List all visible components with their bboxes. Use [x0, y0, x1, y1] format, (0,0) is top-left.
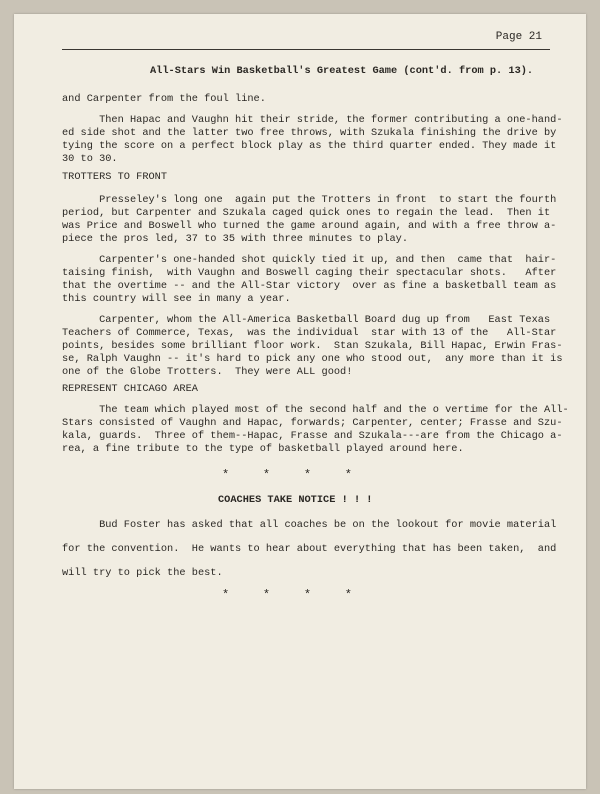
- separator-star: *: [262, 588, 271, 602]
- paragraph-line: piece the pros led, 37 to 35 with three minutes to play.: [62, 233, 409, 245]
- paragraph-line: Carpenter's one-handed shot quickly tied it up, and then came that hair-: [62, 254, 557, 266]
- paragraph-line: rea, a fine tribute to the type of basketball played around here.: [62, 443, 464, 455]
- separator-star: *: [344, 588, 352, 602]
- paragraph-line: this country will see in many a year.: [62, 293, 291, 305]
- paragraph-line: points, besides some brilliant floor work. Stan Szukala, Bill Hapac, Erwin Fras-: [62, 340, 563, 352]
- paragraph-line: The team which played most of the second half and the o vertime for the All-: [62, 404, 569, 416]
- separator-star: *: [303, 468, 312, 482]
- notice-heading: COACHES TAKE NOTICE ! ! !: [218, 494, 373, 506]
- separator-star: *: [222, 468, 230, 482]
- separator-stars: [222, 468, 352, 482]
- section-heading: TROTTERS TO FRONT: [62, 171, 168, 183]
- separator-star: *: [344, 468, 352, 482]
- separator-star: *: [303, 588, 312, 602]
- paragraph-line: one of the Globe Trotters. They were ALL good!: [62, 366, 353, 378]
- paragraph-line: se, Ralph Vaughn -- it's hard to pick any one who stood out, any more than it is: [62, 353, 563, 365]
- paragraph-line: Presseley's long one again put the Trotters in front to start the fourth: [62, 194, 557, 206]
- paragraph-line: kala, guards. Three of them--Hapac, Frasse and Szukala---are from the Chicago a-: [62, 430, 563, 442]
- paragraph-line: 30 to 30.: [62, 153, 118, 165]
- paragraph-line: Teachers of Commerce, Texas, was the individual star with 13 of the All-Star: [62, 327, 557, 339]
- separator-stars: [222, 588, 352, 602]
- notice-line: Bud Foster has asked that all coaches be on the lookout for movie material: [62, 519, 557, 531]
- paragraph-line: ed side shot and the latter two free throws, with Szukala finishing the drive by: [62, 127, 557, 139]
- article-title: All-Stars Win Basketball's Greatest Game (cont'd. from p. 13).: [150, 65, 534, 77]
- notice-line: for the convention. He wants to hear about everything that has been taken, and: [62, 543, 557, 555]
- paragraph-line: Stars consisted of Vaughn and Hapac, forwards; Carpenter, center; Frasse and Szu-: [62, 417, 563, 429]
- separator-star: *: [222, 588, 230, 602]
- header-rule: [62, 49, 550, 50]
- paragraph-line: period, but Carpenter and Szukala caged quick ones to regain the lead. Then it: [62, 207, 551, 219]
- notice-line: will try to pick the best.: [62, 567, 223, 579]
- paragraph-line: Carpenter, whom the All-America Basketball Board dug up from East Texas: [62, 314, 551, 326]
- paragraph-line: was Price and Boswell who turned the game around again, and with a free throw a-: [62, 220, 557, 232]
- separator-star: *: [262, 468, 271, 482]
- paragraph-line: Then Hapac and Vaughn hit their stride, the former contributing a one-hand-: [62, 114, 563, 126]
- page-number: Page 21: [495, 31, 542, 43]
- paragraph-line: taising finish, with Vaughn and Boswell caging their spectacular shots. After: [62, 267, 557, 279]
- paragraph-line: tying the score on a perfect block play as the third quarter ended. They made it: [62, 140, 557, 152]
- intro-line: and Carpenter from the foul line.: [62, 93, 266, 105]
- paragraph-line: that the overtime -- and the All-Star victory over as fine a basketball team as: [62, 280, 557, 292]
- section-heading: REPRESENT CHICAGO AREA: [62, 383, 198, 395]
